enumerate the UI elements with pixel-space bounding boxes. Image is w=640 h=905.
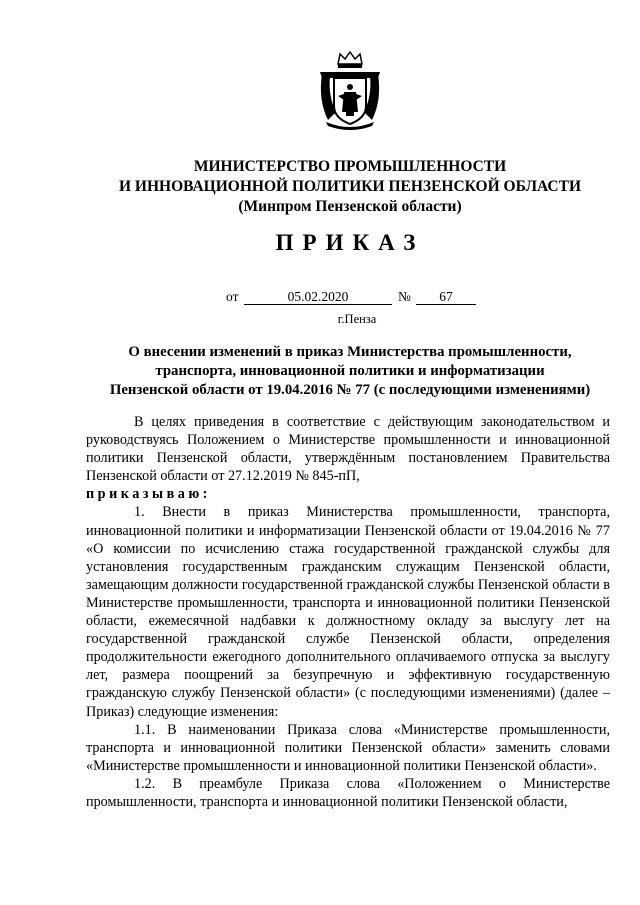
item-1-1-paragraph: 1.1. В наименовании Приказа слова «Министерстве промышленности, транспорта и инновационной политики Пензенской области» заменить словами «Министерстве промышленности и инновационной политики Пензенской области». bbox=[86, 721, 610, 774]
subject-line1: О внесении изменений в приказ Министерства промышленности, bbox=[128, 344, 572, 360]
ministry-name-line1: МИНИСТЕРСТВО ПРОМЫШЛЕННОСТИ bbox=[193, 158, 507, 175]
document-title: ПРИКАЗ bbox=[275, 230, 425, 255]
item-1-paragraph: 1. Внести в приказ Министерства промышленности, транспорта, инновационной политики и информатизации Пензенской области от 19.04.2016 № 77 «О комиссии по исчислению стажа государственной гражданской службы для установления государственным гражданским служащим Пензенской области, замещающим должности государственной гражданской службы Пензенской области в Министерстве промышленности, транспорта и инновационной политики Пензенской области, ежемесячной надбавки к должностному окладу за выслугу лет на государственной гражданской службе Пензенской области, определения продолжительности ежегодного дополнительного оплачиваемого отпуска за выслугу лет, размера поощрений за безупречную и эффективную государственную гражданскую службу Пензенской области» (с последующими изменениями) (далее – Приказ) следующие изменения: bbox=[86, 504, 610, 720]
subject-line2: транспорта, инновационной политики и информатизации bbox=[155, 363, 545, 379]
date-prefix: от bbox=[226, 289, 239, 304]
number-prefix: № bbox=[398, 289, 411, 304]
subject-line3: Пензенской области от 19.04.2016 № 77 (с последующими изменениями) bbox=[109, 382, 591, 398]
city: г.Пенза bbox=[337, 312, 377, 326]
order-date-number-line bbox=[226, 289, 486, 309]
ministry-short-name: (Минпром Пензенской области) bbox=[238, 198, 462, 215]
ministry-name-line2: И ИННОВАЦИОННОЙ ПОЛИТИКИ ПЕНЗЕНСКОЙ ОБЛАСТИ bbox=[118, 178, 582, 195]
order-date: 05.02.2020 bbox=[244, 289, 392, 305]
item-1-2-paragraph: 1.2. В преамбуле Приказа слова «Положением о Министерстве промышленности, транспорта и инновационной политики Пензенской области, bbox=[86, 775, 610, 810]
order-number: 67 bbox=[416, 289, 476, 305]
order-body bbox=[86, 413, 610, 811]
coat-of-arms-icon bbox=[316, 50, 384, 130]
preamble-paragraph: В целях приведения в соответствие с действующим законодательством и руководствуясь Положением о Министерстве промышленности и инновационной политики Пензенской области, утверждённым постановлением Правительства Пензенской области от 27.12.2019 № 845-пП, bbox=[86, 414, 610, 485]
orders-word: приказываю: bbox=[86, 486, 211, 503]
